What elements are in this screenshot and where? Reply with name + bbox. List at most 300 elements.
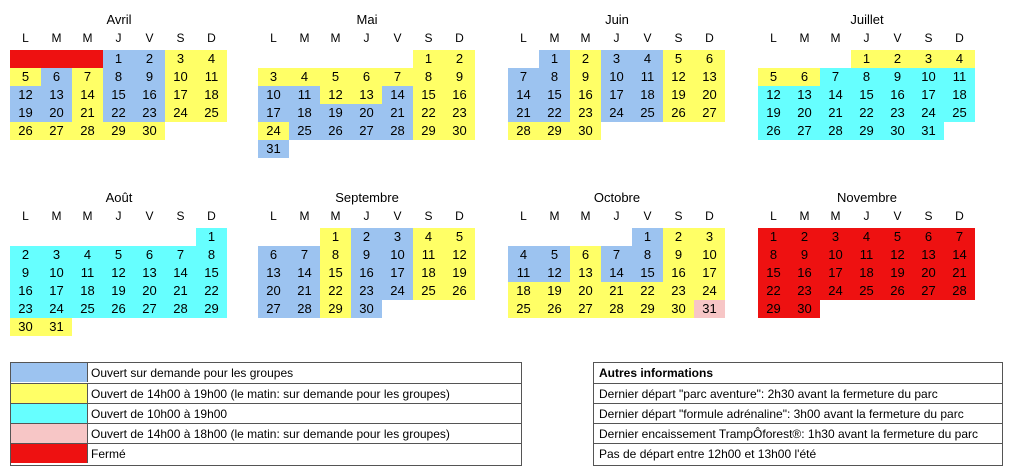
weekday-header: M <box>299 209 310 223</box>
day-cell: 10 <box>601 68 632 86</box>
day-cell: 28 <box>508 122 539 140</box>
day-cell: 31 <box>258 140 289 158</box>
day-cell: 25 <box>508 300 539 318</box>
day-cell: 30 <box>789 300 820 318</box>
day-cell: 22 <box>103 104 134 122</box>
day-cell: 27 <box>134 300 165 318</box>
month-title: Novembre <box>837 190 897 205</box>
weekday-header: L <box>770 209 777 223</box>
day-cell: 25 <box>196 104 227 122</box>
day-cell: 18 <box>72 282 103 300</box>
day-cell: 6 <box>258 246 289 264</box>
weekday-header: D <box>705 31 714 45</box>
day-cell: 20 <box>694 86 725 104</box>
day-cell: 25 <box>851 282 882 300</box>
day-cell: 10 <box>258 86 289 104</box>
day-cell: 12 <box>758 86 789 104</box>
day-cell: 14 <box>508 86 539 104</box>
day-cell: 2 <box>10 246 41 264</box>
day-cell: 31 <box>913 122 944 140</box>
day-cell: 21 <box>289 282 320 300</box>
day-cell: 31 <box>694 300 725 318</box>
day-cell: 3 <box>601 50 632 68</box>
weekday-header: V <box>393 209 402 223</box>
day-cell: 22 <box>413 104 444 122</box>
day-cell: 26 <box>320 122 351 140</box>
day-cell: 5 <box>10 68 41 86</box>
legend-label: Ouvert de 14h00 à 19h00 (le matin: sur demande pour les groupes) <box>91 387 450 401</box>
day-cell: 30 <box>10 318 41 336</box>
day-cell: 11 <box>508 264 539 282</box>
day-cell: 14 <box>382 86 413 104</box>
day-cell: 23 <box>663 282 694 300</box>
weekday-header: M <box>82 209 93 223</box>
weekday-header: D <box>705 209 714 223</box>
day-cell: 16 <box>663 264 694 282</box>
day-cell: 15 <box>851 86 882 104</box>
day-cell: 25 <box>289 122 320 140</box>
day-cell: 12 <box>444 246 475 264</box>
day-cell <box>72 50 103 68</box>
month-title: Avril <box>106 12 132 27</box>
day-cell: 2 <box>134 50 165 68</box>
day-cell: 1 <box>103 50 134 68</box>
weekday-header: S <box>424 209 433 223</box>
day-cell: 10 <box>913 68 944 86</box>
day-cell: 20 <box>789 104 820 122</box>
legend-swatch <box>11 444 88 463</box>
day-cell: 18 <box>851 264 882 282</box>
day-cell: 15 <box>103 86 134 104</box>
weekday-header: V <box>643 209 652 223</box>
day-cell: 23 <box>10 300 41 318</box>
day-cell: 6 <box>789 68 820 86</box>
month-title: Juillet <box>850 12 884 27</box>
weekday-header: S <box>424 31 433 45</box>
day-cell: 16 <box>351 264 382 282</box>
day-cell: 15 <box>758 264 789 282</box>
day-cell: 8 <box>320 246 351 264</box>
day-cell: 21 <box>601 282 632 300</box>
day-cell: 19 <box>882 264 913 282</box>
weekday-header: S <box>176 31 185 45</box>
day-cell: 10 <box>165 68 196 86</box>
day-cell: 22 <box>539 104 570 122</box>
day-cell: 13 <box>570 264 601 282</box>
day-cell: 13 <box>351 86 382 104</box>
day-cell: 14 <box>165 264 196 282</box>
day-cell: 21 <box>820 104 851 122</box>
day-cell: 15 <box>632 264 663 282</box>
day-cell: 13 <box>913 246 944 264</box>
day-cell: 7 <box>165 246 196 264</box>
day-cell: 16 <box>882 86 913 104</box>
day-cell: 27 <box>351 122 382 140</box>
day-cell: 8 <box>632 246 663 264</box>
day-cell: 26 <box>882 282 913 300</box>
info-title: Autres informations <box>599 366 714 380</box>
info-line: Dernier départ "formule adrénaline": 3h00 avant la fermeture du parc <box>594 403 1002 423</box>
day-cell: 17 <box>165 86 196 104</box>
day-cell: 13 <box>41 86 72 104</box>
weekday-header: M <box>830 31 841 45</box>
day-cell: 12 <box>539 264 570 282</box>
day-cell: 15 <box>539 86 570 104</box>
weekday-header: D <box>455 209 464 223</box>
day-cell: 18 <box>944 86 975 104</box>
day-cell: 12 <box>663 68 694 86</box>
day-cell: 9 <box>663 246 694 264</box>
day-cell: 7 <box>72 68 103 86</box>
day-cell: 6 <box>913 228 944 246</box>
weekday-header: J <box>115 209 122 223</box>
weekday-header: J <box>863 209 870 223</box>
day-cell: 11 <box>851 246 882 264</box>
day-cell: 26 <box>758 122 789 140</box>
day-cell: 10 <box>694 246 725 264</box>
day-cell: 20 <box>570 282 601 300</box>
day-cell: 17 <box>694 264 725 282</box>
month-title: Septembre <box>335 190 399 205</box>
day-cell: 30 <box>882 122 913 140</box>
day-cell: 16 <box>10 282 41 300</box>
day-cell: 15 <box>413 86 444 104</box>
day-cell: 16 <box>789 264 820 282</box>
weekday-header: D <box>207 209 216 223</box>
month-title: Août <box>105 190 133 205</box>
day-cell: 11 <box>289 86 320 104</box>
day-cell: 24 <box>165 104 196 122</box>
day-cell: 13 <box>134 264 165 282</box>
day-cell: 14 <box>72 86 103 104</box>
day-cell: 6 <box>41 68 72 86</box>
weekday-header: D <box>207 31 216 45</box>
day-cell: 3 <box>41 246 72 264</box>
day-cell: 12 <box>882 246 913 264</box>
day-cell: 1 <box>320 228 351 246</box>
day-cell: 21 <box>382 104 413 122</box>
day-cell: 2 <box>663 228 694 246</box>
legend-swatch <box>11 363 88 382</box>
day-cell: 12 <box>103 264 134 282</box>
day-cell: 7 <box>382 68 413 86</box>
day-cell: 29 <box>851 122 882 140</box>
day-cell: 5 <box>663 50 694 68</box>
day-cell: 30 <box>134 122 165 140</box>
day-cell: 5 <box>539 246 570 264</box>
day-cell: 23 <box>570 104 601 122</box>
day-cell: 14 <box>601 264 632 282</box>
day-cell: 19 <box>758 104 789 122</box>
day-cell: 21 <box>165 282 196 300</box>
day-cell: 26 <box>444 282 475 300</box>
day-cell: 18 <box>413 264 444 282</box>
day-cell: 7 <box>289 246 320 264</box>
day-cell: 18 <box>508 282 539 300</box>
weekday-header: D <box>955 31 964 45</box>
weekday-header: M <box>330 31 341 45</box>
day-cell: 10 <box>820 246 851 264</box>
day-cell: 4 <box>944 50 975 68</box>
weekday-header: J <box>613 31 620 45</box>
weekday-header: S <box>924 31 933 45</box>
weekday-header: J <box>863 31 870 45</box>
day-cell: 24 <box>258 122 289 140</box>
day-cell: 24 <box>601 104 632 122</box>
weekday-header: L <box>270 209 277 223</box>
day-cell: 1 <box>758 228 789 246</box>
day-cell: 25 <box>944 104 975 122</box>
day-cell: 29 <box>196 300 227 318</box>
day-cell: 14 <box>289 264 320 282</box>
info-line: Dernier départ "parc aventure": 2h30 avant la fermeture du parc <box>594 383 1002 403</box>
day-cell: 23 <box>444 104 475 122</box>
weekday-header: M <box>51 31 62 45</box>
weekday-header: M <box>799 31 810 45</box>
weekday-header: M <box>799 209 810 223</box>
day-cell: 5 <box>320 68 351 86</box>
day-cell: 9 <box>351 246 382 264</box>
day-cell <box>10 50 41 68</box>
day-cell: 31 <box>41 318 72 336</box>
day-cell: 22 <box>758 282 789 300</box>
day-cell: 27 <box>258 300 289 318</box>
day-cell: 9 <box>10 264 41 282</box>
day-cell: 25 <box>72 300 103 318</box>
weekday-header: M <box>580 209 591 223</box>
day-cell: 30 <box>570 122 601 140</box>
day-cell: 6 <box>694 50 725 68</box>
day-cell: 3 <box>694 228 725 246</box>
weekday-header: V <box>893 209 902 223</box>
info-panel <box>593 362 1003 466</box>
day-cell: 10 <box>382 246 413 264</box>
day-cell: 22 <box>632 282 663 300</box>
day-cell: 7 <box>944 228 975 246</box>
day-cell: 15 <box>320 264 351 282</box>
day-cell: 21 <box>944 264 975 282</box>
day-cell: 8 <box>196 246 227 264</box>
weekday-header: J <box>115 31 122 45</box>
weekday-header: J <box>363 209 370 223</box>
day-cell: 1 <box>413 50 444 68</box>
day-cell: 17 <box>382 264 413 282</box>
legend-swatch <box>11 384 88 403</box>
day-cell: 17 <box>258 104 289 122</box>
day-cell: 13 <box>789 86 820 104</box>
day-cell: 19 <box>10 104 41 122</box>
legend-row <box>11 443 521 463</box>
day-cell: 1 <box>196 228 227 246</box>
day-cell: 28 <box>382 122 413 140</box>
day-cell: 27 <box>694 104 725 122</box>
day-cell: 11 <box>413 246 444 264</box>
weekday-header: L <box>770 31 777 45</box>
day-cell: 8 <box>413 68 444 86</box>
day-cell: 28 <box>289 300 320 318</box>
weekday-header: D <box>955 209 964 223</box>
weekday-header: M <box>51 209 62 223</box>
day-cell: 29 <box>413 122 444 140</box>
day-cell: 26 <box>10 122 41 140</box>
day-cell: 30 <box>444 122 475 140</box>
day-cell: 19 <box>663 86 694 104</box>
day-cell: 24 <box>913 104 944 122</box>
day-cell: 4 <box>851 228 882 246</box>
weekday-header: L <box>270 31 277 45</box>
day-cell: 4 <box>508 246 539 264</box>
day-cell: 22 <box>320 282 351 300</box>
weekday-header: L <box>22 209 29 223</box>
day-cell: 23 <box>134 104 165 122</box>
day-cell: 24 <box>820 282 851 300</box>
day-cell: 5 <box>103 246 134 264</box>
weekday-header: J <box>613 209 620 223</box>
legend-swatch <box>11 424 88 443</box>
day-cell: 6 <box>134 246 165 264</box>
day-cell: 4 <box>413 228 444 246</box>
weekday-header: S <box>924 209 933 223</box>
weekday-header: L <box>520 31 527 45</box>
legend-row <box>11 383 521 403</box>
day-cell: 16 <box>134 86 165 104</box>
info-line: Pas de départ entre 12h00 et 13h00 l'été <box>594 443 1002 463</box>
day-cell: 8 <box>758 246 789 264</box>
day-cell: 5 <box>758 68 789 86</box>
legend-row <box>11 363 521 383</box>
day-cell: 5 <box>882 228 913 246</box>
day-cell: 1 <box>632 228 663 246</box>
day-cell: 29 <box>632 300 663 318</box>
day-cell: 2 <box>570 50 601 68</box>
weekday-header: D <box>455 31 464 45</box>
day-cell: 7 <box>508 68 539 86</box>
day-cell: 8 <box>851 68 882 86</box>
day-cell: 29 <box>320 300 351 318</box>
day-cell: 8 <box>539 68 570 86</box>
day-cell: 29 <box>103 122 134 140</box>
info-line: Dernier encaissement TrampÔforest®: 1h30 avant la fermeture du parc <box>594 423 1002 443</box>
day-cell: 19 <box>320 104 351 122</box>
day-cell: 5 <box>444 228 475 246</box>
legend-label: Ouvert de 10h00 à 19h00 <box>91 407 228 421</box>
day-cell: 29 <box>539 122 570 140</box>
weekday-header: M <box>330 209 341 223</box>
day-cell: 28 <box>601 300 632 318</box>
legend-swatch <box>11 404 88 423</box>
day-cell: 25 <box>413 282 444 300</box>
day-cell: 25 <box>632 104 663 122</box>
day-cell: 3 <box>258 68 289 86</box>
day-cell: 7 <box>820 68 851 86</box>
day-cell: 11 <box>944 68 975 86</box>
day-cell: 13 <box>258 264 289 282</box>
weekday-header: M <box>549 209 560 223</box>
day-cell: 6 <box>570 246 601 264</box>
day-cell: 20 <box>134 282 165 300</box>
day-cell: 30 <box>663 300 694 318</box>
month-title: Octobre <box>593 190 641 205</box>
day-cell: 3 <box>913 50 944 68</box>
legend-row <box>11 423 521 443</box>
day-cell: 24 <box>382 282 413 300</box>
day-cell: 17 <box>41 282 72 300</box>
day-cell: 19 <box>103 282 134 300</box>
day-cell: 27 <box>41 122 72 140</box>
weekday-header: L <box>22 31 29 45</box>
day-cell: 7 <box>601 246 632 264</box>
day-cell: 26 <box>539 300 570 318</box>
day-cell: 9 <box>444 68 475 86</box>
legend-label: Ouvert sur demande pour les groupes <box>91 366 294 380</box>
legend-label: Fermé <box>91 447 126 461</box>
weekday-header: V <box>643 31 652 45</box>
day-cell: 22 <box>196 282 227 300</box>
day-cell: 23 <box>882 104 913 122</box>
day-cell: 16 <box>444 86 475 104</box>
day-cell: 4 <box>196 50 227 68</box>
day-cell: 13 <box>694 68 725 86</box>
weekday-header: M <box>299 31 310 45</box>
weekday-header: M <box>82 31 93 45</box>
day-cell: 2 <box>444 50 475 68</box>
weekday-header: V <box>145 31 154 45</box>
day-cell <box>41 50 72 68</box>
day-cell: 2 <box>882 50 913 68</box>
day-cell: 15 <box>196 264 227 282</box>
day-cell: 18 <box>289 104 320 122</box>
day-cell: 17 <box>913 86 944 104</box>
day-cell: 21 <box>72 104 103 122</box>
weekday-header: S <box>176 209 185 223</box>
day-cell: 23 <box>351 282 382 300</box>
day-cell: 9 <box>789 246 820 264</box>
day-cell: 29 <box>758 300 789 318</box>
day-cell: 11 <box>196 68 227 86</box>
day-cell: 20 <box>41 104 72 122</box>
day-cell: 12 <box>320 86 351 104</box>
day-cell: 19 <box>539 282 570 300</box>
day-cell: 23 <box>789 282 820 300</box>
day-cell: 18 <box>196 86 227 104</box>
day-cell: 4 <box>72 246 103 264</box>
day-cell: 27 <box>789 122 820 140</box>
day-cell: 19 <box>444 264 475 282</box>
weekday-header: V <box>393 31 402 45</box>
day-cell: 18 <box>632 86 663 104</box>
day-cell: 27 <box>913 282 944 300</box>
day-cell: 2 <box>351 228 382 246</box>
day-cell: 28 <box>165 300 196 318</box>
day-cell: 11 <box>632 68 663 86</box>
day-cell: 26 <box>103 300 134 318</box>
weekday-header: M <box>580 31 591 45</box>
day-cell: 17 <box>820 264 851 282</box>
weekday-header: S <box>674 209 683 223</box>
weekday-header: L <box>520 209 527 223</box>
day-cell: 1 <box>851 50 882 68</box>
weekday-header: M <box>549 31 560 45</box>
day-cell: 27 <box>570 300 601 318</box>
weekday-header: S <box>674 31 683 45</box>
legend-row <box>11 403 521 423</box>
day-cell: 20 <box>351 104 382 122</box>
day-cell: 20 <box>258 282 289 300</box>
day-cell: 11 <box>72 264 103 282</box>
month-title: Juin <box>605 12 629 27</box>
day-cell: 3 <box>165 50 196 68</box>
day-cell: 12 <box>10 86 41 104</box>
